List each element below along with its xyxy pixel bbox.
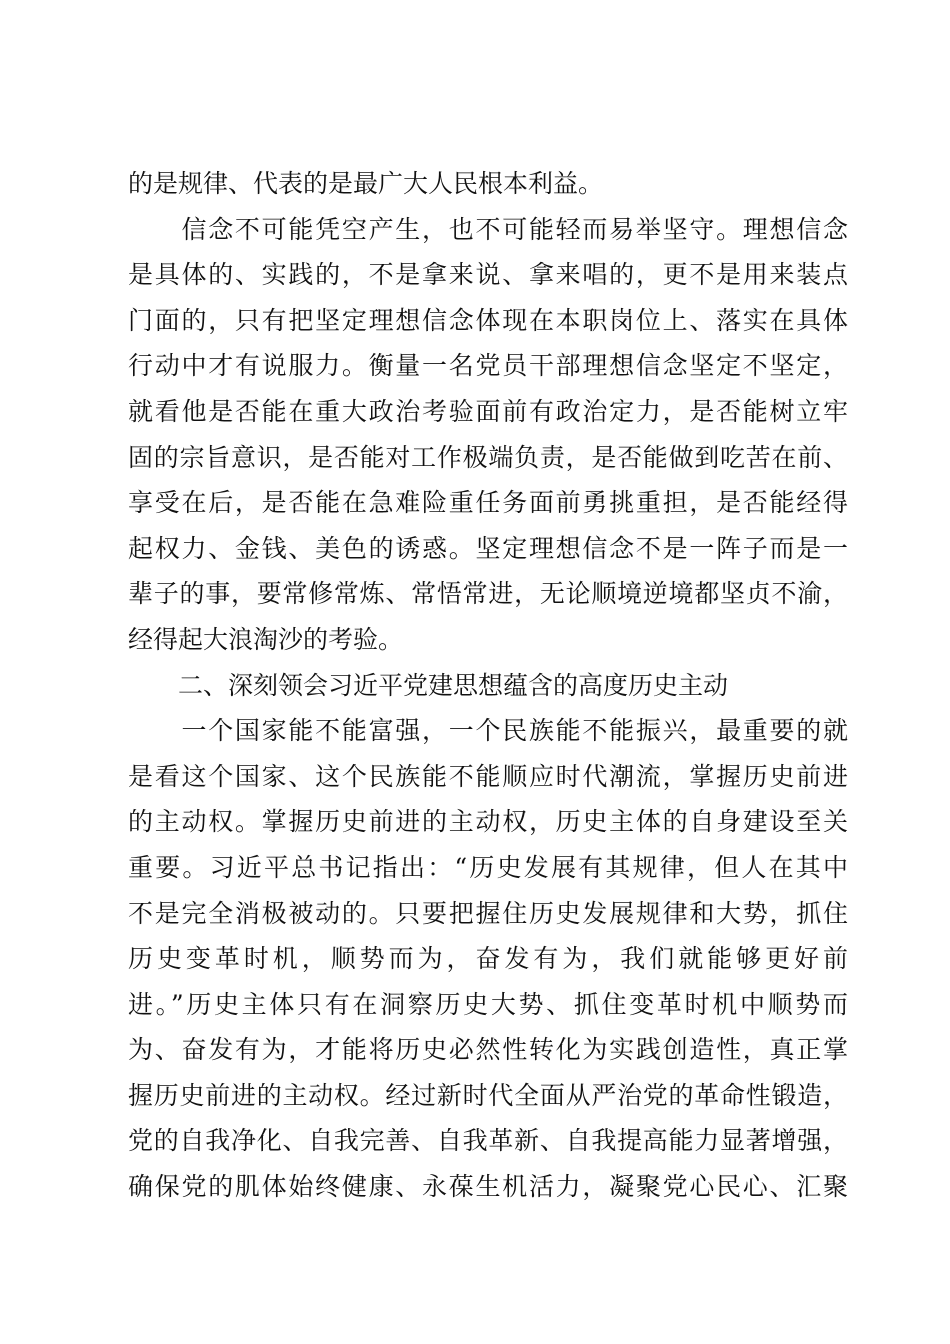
text-line: 的主动权。掌握历史前进的主动权，历史主体的自身建设至关: [128, 807, 848, 837]
text-line: 一个国家能不能富强，一个民族能不能振兴，最重要的就: [128, 716, 848, 746]
text-line: 的是规律、代表的是最广大人民根本利益。: [128, 169, 604, 198]
text-line: 确保党的肌体始终健康、永葆生机活力，凝聚党心民心、汇聚: [128, 1172, 848, 1202]
text-line: 信念不可能凭空产生，也不可能轻而易举坚守。理想信念: [128, 214, 848, 244]
text-line: 辈子的事，要常修常炼、常悟常进，无论顺境逆境都坚贞不渝，: [128, 579, 848, 609]
text-line: 党的自我净化、自我完善、自我革新、自我提高能力显著增强，: [128, 1126, 848, 1156]
text-line: 历史变革时机，顺势而为，奋发有为，我们就能够更好前: [128, 944, 848, 974]
text-line: 进。”历史主体只有在洞察历史大势、抓住变革时机中顺势而: [128, 989, 848, 1019]
text-line: 重要。习近平总书记指出：“历史发展有其规律，但人在其中: [128, 852, 848, 882]
body-text: [128, 161, 848, 1210]
text-line: 起权力、金钱、美色的诱惑。坚定理想信念不是一阵子而是一: [128, 533, 848, 563]
text-line: 行动中才有说服力。衡量一名党员干部理想信念坚定不坚定，: [128, 351, 848, 381]
text-line: 是看这个国家、这个民族能不能顺应时代潮流，掌握历史前进: [128, 761, 848, 791]
text-line: 为、奋发有为，才能将历史必然性转化为实践创造性，真正掌: [128, 1035, 848, 1065]
text-line: 是具体的、实践的，不是拿来说、拿来唱的，更不是用来装点: [128, 260, 848, 290]
text-line: 经得起大浪淘沙的考验。: [128, 624, 404, 654]
text-line: 就看他是否能在重大政治考验面前有政治定力，是否能树立牢: [128, 396, 848, 426]
text-line: 享受在后，是否能在急难险重任务面前勇挑重担，是否能经得: [128, 488, 848, 518]
text-line: 握历史前进的主动权。经过新时代全面从严治党的革命性锻造，: [128, 1080, 848, 1110]
text-line: 固的宗旨意识，是否能对工作极端负责，是否能做到吃苦在前、: [128, 442, 848, 472]
text-line: 不是完全消极被动的。只要把握住历史发展规律和大势，抓住: [128, 898, 848, 928]
section-heading: 二、深刻领会习近平党建思想蕴含的高度历史主动: [128, 670, 729, 700]
text-line: 门面的，只有把坚定理想信念体现在本职岗位上、落实在具体: [128, 305, 848, 335]
